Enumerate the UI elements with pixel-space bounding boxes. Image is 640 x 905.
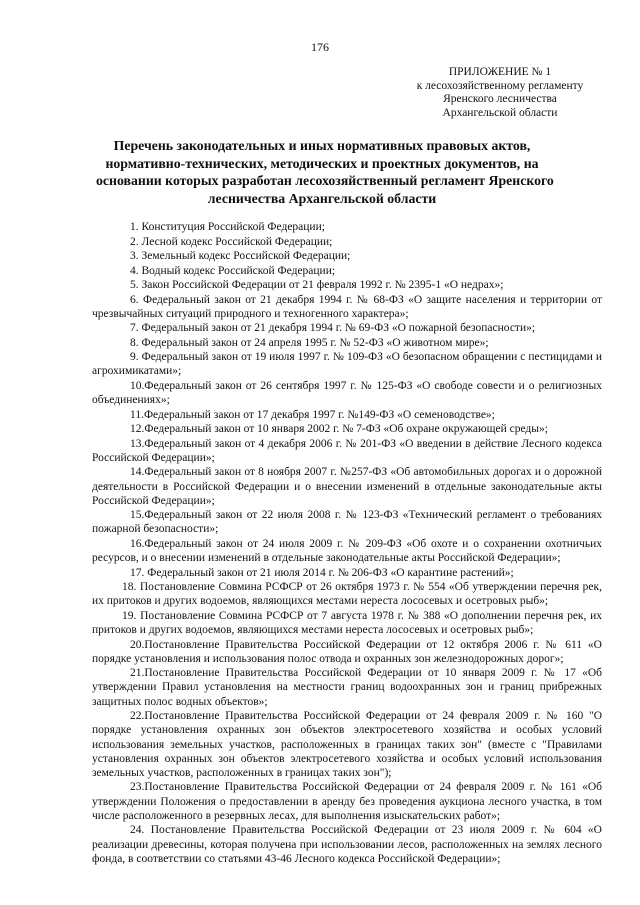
- list-item: 23.Постановление Правительства Российской Федерации от 24 февраля 2009 г. № 161 «Об утверждении Положения о предоставлении в аренду без проведения аукциона лесного участка, в том числе расположенного в резервных лесах, для выполнения изыскательских работ»;: [92, 781, 602, 822]
- list-item: 18. Постановление Совмина РСФСР от 26 октября 1973 г. № 554 «Об утверждении перечня рек, их притоков и других водоемов, являющихся местами нереста лососевых и осетровых рыб»;: [92, 581, 602, 608]
- title-line: Перечень законодательных и иных нормативных правовых актов,: [113, 138, 531, 153]
- list-item: 16.Федеральный закон от 24 июля 2009 г. № 209-ФЗ «Об охоте и о сохранении охотничьих ресурсов, и о внесении изменений в отдельные законодательные акты Российской Федерации»;: [92, 537, 602, 565]
- list-item: 21.Постановление Правительства Российской Федерации от 10 января 2009 г. № 17 «Об утверждении Правил установления на местности границ водоохранных зон и границ прибрежных защитных полос водных объектов»;: [92, 667, 602, 708]
- list-item: 8. Федеральный закон от 24 апреля 1995 г. № 52-ФЗ «О животном мире»;: [130, 336, 489, 349]
- appendix-line: Архангельской области: [442, 106, 558, 119]
- list-item: 1. Конституция Российской Федерации;: [130, 221, 325, 233]
- list-item: 6. Федеральный закон от 21 декабря 1994 г. № 68-ФЗ «О защите населения и территории от чрезвычайных ситуаций природного и техногенного характера»;: [92, 293, 602, 320]
- title-line: основании которых разработан лесохозяйственный регламент Яренского: [96, 173, 554, 188]
- list-item: 4. Водный кодекс Российской Федерации;: [130, 264, 336, 277]
- list-item: 12.Федеральный закон от 10 января 2002 г. № 7-ФЗ «Об охране окружающей среды»;: [130, 423, 548, 436]
- document-title: [96, 137, 554, 207]
- list-item: 2. Лесной кодекс Российской Федерации;: [130, 235, 333, 248]
- page-number: 176: [311, 40, 329, 54]
- list-item: 11.Федеральный закон от 17 декабря 1997 г. №149-ФЗ «О семеноводстве»;: [130, 408, 495, 421]
- list-item: 13.Федеральный закон от 4 декабря 2006 г. № 201-ФЗ «О введении в действие Лесного кодекса Российской Федерации»;: [92, 437, 602, 464]
- list-item: 14.Федеральный закон от 8 ноября 2007 г. №257-ФЗ «Об автомобильных дорогах и о дорожной деятельности в Российской Федерации и о внесении изменений в отдельные законодательные акты Российской Федерации»;: [92, 466, 602, 507]
- list-item: 19. Постановление Совмина РСФСР от 7 августа 1978 г. № 388 «О дополнении перечня рек, их притоков и других водоемов, являющихся местами нереста лососевых и осетровых рыб»;: [92, 609, 602, 637]
- list-item: 10.Федеральный закон от 26 сентября 1997 г. № 125-ФЗ «О свободе совести и о религиозных объединениях»;: [92, 379, 602, 407]
- list-item: 20.Постановление Правительства Российской Федерации от 12 октября 2006 г. № 611 «О порядке установления и использования полос отвода и охранных зон железнодорожных дорог»;: [92, 638, 602, 665]
- appendix-header: [400, 66, 600, 120]
- title-line: лесничества Архангельской области: [207, 190, 437, 206]
- title-line: нормативно-технических, методических и проектных документов, на: [105, 155, 539, 171]
- list-item: 3. Земельный кодекс Российской Федерации;: [130, 250, 351, 262]
- list-item: 15.Федеральный закон от 22 июля 2008 г. № 123-ФЗ «Технический регламент о требованиях пожарной безопасности»;: [92, 509, 602, 536]
- list-item: 24. Постановление Правительства Российской Федерации от 23 июля 2009 г. № 604 «О реализации древесины, которая получена при использовании лесов, расположенных на землях лесного фонда, в соответствии со статьями 43-46 Лесного кодекса Российской Федерации»;: [92, 824, 602, 865]
- appendix-line: ПРИЛОЖЕНИЕ № 1: [448, 66, 552, 78]
- legal-acts-list: [92, 220, 602, 866]
- list-item: 22.Постановление Правительства Российской Федерации от 24 февраля 2009 г. № 160 "О порядке установления охранных зон объектов электросетевого хозяйства и особых условий использования земельных участков, расположенных в границах таких зон" (вместе с "Правилами установления охранных зон объектов электросетевого хозяйства и особых условий использования земельных участков, расположенных в границах таких зон");: [92, 710, 602, 779]
- appendix-line: к лесохозяйственному регламенту: [416, 79, 584, 92]
- list-item: 9. Федеральный закон от 19 июля 1997 г. № 109-ФЗ «О безопасном обращении с пестицидами и агрохимикатами»;: [92, 351, 602, 378]
- list-item: 17. Федеральный закон от 21 июля 2014 г. № 206-ФЗ «О карантине растений»;: [130, 566, 514, 579]
- appendix-line: Яренского лесничества: [443, 93, 557, 105]
- list-item: 5. Закон Российской Федерации от 21 февраля 1992 г. № 2395-1 «О недрах»;: [130, 279, 504, 291]
- list-item: 7. Федеральный закон от 21 декабря 1994 г. № 69-ФЗ «О пожарной безопасности»;: [130, 322, 536, 335]
